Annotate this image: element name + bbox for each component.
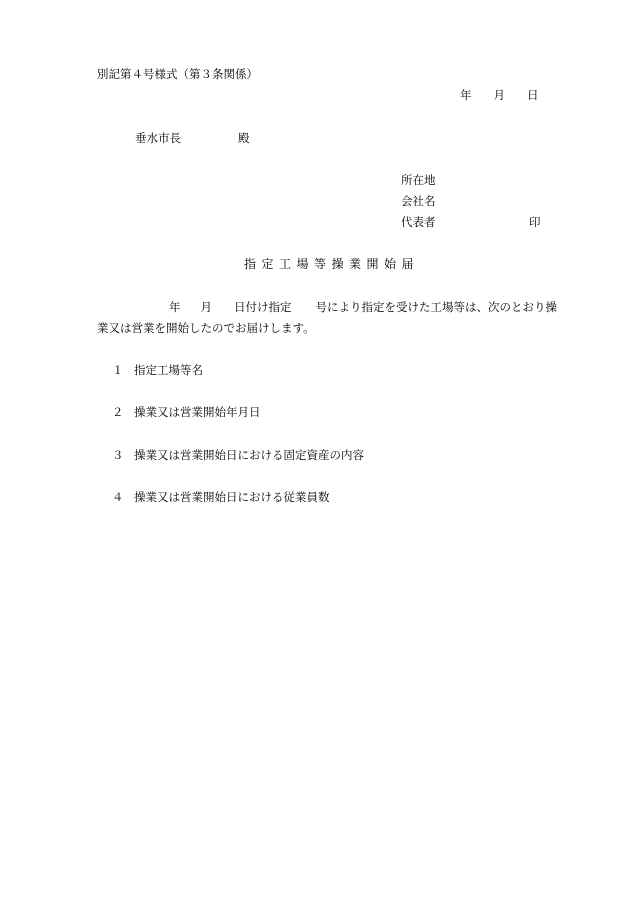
item-number: ３: [112, 448, 124, 462]
seal-label: 印: [529, 215, 541, 229]
item-label: 操業又は営業開始年月日: [134, 405, 261, 419]
list-item: [112, 490, 330, 504]
item-number: １: [112, 363, 124, 377]
list-item: [112, 448, 364, 462]
body-text-line-1: 号により指定を受けた工場等は、次のとおり操: [315, 300, 557, 314]
date-line: [460, 88, 539, 102]
list-item: [112, 405, 261, 419]
item-label: 操業又は営業開始日における固定資産の内容: [134, 448, 364, 462]
form-label: 別記第４号様式（第３条関係）: [97, 67, 258, 81]
item-number: ４: [112, 490, 124, 504]
body-designation: 日付け指定: [234, 300, 292, 314]
list-item: [112, 363, 203, 377]
date-month-label: 月: [493, 88, 505, 102]
body-text-line-2: 業又は営業を開始したのでお届けします。: [97, 321, 315, 335]
addressee-honorific: 殿: [238, 131, 250, 145]
applicant-company-label: 会社名: [401, 194, 436, 208]
item-number: ２: [112, 405, 124, 419]
date-year-label: 年: [460, 88, 472, 102]
body-paragraph: [97, 297, 587, 339]
document-title: 指定工場等操業開始届: [244, 257, 420, 271]
applicant-representative-label: 代表者: [401, 215, 436, 229]
date-day-label: 日: [527, 88, 539, 102]
addressee: [135, 131, 250, 145]
body-month: 月: [200, 300, 212, 314]
body-year: 年: [169, 300, 181, 314]
body-line-1: [97, 297, 587, 318]
applicant-address-label: 所在地: [401, 173, 436, 187]
addressee-name: 垂水市長: [135, 131, 181, 145]
item-label: 操業又は営業開始日における従業員数: [134, 490, 330, 504]
item-label: 指定工場等名: [134, 363, 203, 377]
